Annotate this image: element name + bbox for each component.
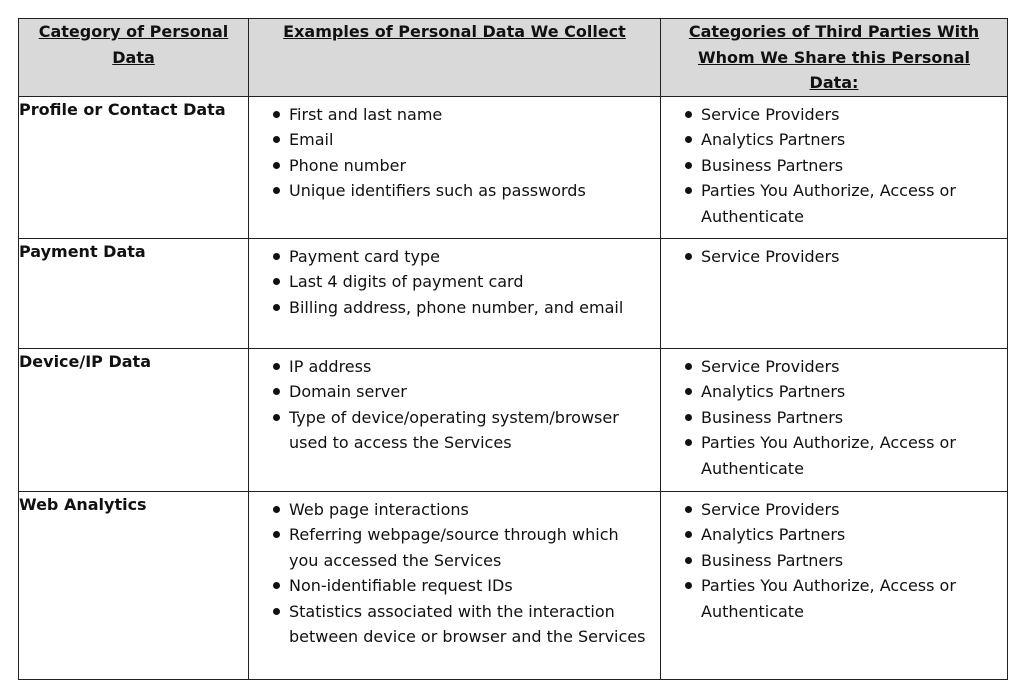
table-row	[19, 238, 1008, 348]
bullet-icon	[273, 531, 280, 538]
third-parties-list	[661, 239, 1007, 270]
bullet-icon	[685, 162, 692, 169]
list-item	[661, 178, 999, 229]
bullet-icon	[685, 388, 692, 395]
third-parties-cell	[661, 491, 1008, 679]
personal-data-table	[18, 18, 1008, 680]
examples-list	[249, 97, 660, 204]
list-item	[661, 548, 999, 574]
bullet-icon	[273, 388, 280, 395]
list-item-text: Business Partners	[701, 407, 844, 427]
category-cell: Profile or Contact Data	[19, 96, 249, 238]
header-examples-label: Examples of Personal Data We Collect	[283, 22, 626, 41]
table-row	[19, 348, 1008, 491]
bullet-icon	[273, 136, 280, 143]
list-item	[249, 379, 652, 405]
list-item-text: Parties You Authorize, Access or Authenticate	[701, 576, 956, 621]
third-parties-cell	[661, 96, 1008, 238]
bullet-icon	[685, 253, 692, 260]
third-parties-list	[661, 97, 1007, 230]
examples-cell	[249, 491, 661, 679]
list-item	[249, 244, 652, 270]
bullet-icon	[685, 582, 692, 589]
list-item-text: Referring webpage/source through which you accessed the Services	[289, 525, 619, 570]
list-item-text: Service Providers	[701, 246, 840, 266]
list-item	[661, 573, 999, 624]
list-item	[661, 497, 999, 523]
bullet-icon	[685, 414, 692, 421]
list-item-text: Statistics associated with the interaction between device or browser and the Services	[289, 601, 646, 647]
third-parties-list	[661, 492, 1007, 625]
list-item	[661, 430, 999, 481]
bullet-icon	[273, 506, 280, 513]
table-row	[19, 491, 1008, 679]
list-item	[249, 178, 652, 204]
bullet-icon	[273, 162, 280, 169]
list-item	[249, 153, 652, 179]
list-item	[661, 354, 999, 380]
list-item	[249, 573, 652, 599]
bullet-icon	[273, 278, 280, 285]
third-parties-cell	[661, 348, 1008, 491]
list-item	[249, 127, 652, 153]
list-item-text: Web page interactions	[289, 499, 469, 519]
bullet-icon	[273, 608, 280, 615]
list-item	[661, 379, 999, 405]
examples-list	[249, 239, 660, 321]
category-cell: Payment Data	[19, 238, 249, 348]
header-category-label: Category of Personal Data	[38, 22, 229, 67]
list-item-text: Service Providers	[701, 499, 840, 519]
list-item-text: Analytics Partners	[701, 130, 846, 150]
header-row	[19, 19, 1008, 97]
list-item-text: Analytics Partners	[701, 382, 846, 402]
list-item	[661, 102, 999, 128]
list-item-text: IP address	[289, 356, 372, 376]
header-third-parties-label: Categories of Third Parties With Whom We Share this Personal Data:	[688, 22, 980, 92]
list-item	[661, 405, 999, 431]
bullet-icon	[273, 414, 280, 421]
examples-cell	[249, 96, 661, 238]
category-cell: Web Analytics	[19, 491, 249, 679]
third-parties-list	[661, 349, 1007, 482]
bullet-icon	[685, 111, 692, 118]
category-cell: Device/IP Data	[19, 348, 249, 491]
list-item	[249, 522, 652, 573]
bullet-icon	[273, 253, 280, 260]
list-item-text: Last 4 digits of payment card	[289, 272, 524, 292]
list-item	[249, 295, 652, 321]
list-item-text: Analytics Partners	[701, 525, 846, 545]
list-item-text: Unique identifiers such as passwords	[289, 181, 586, 201]
list-item-text: Billing address, phone number, and email	[289, 297, 624, 317]
bullet-icon	[685, 187, 692, 194]
list-item	[661, 127, 999, 153]
bullet-icon	[685, 531, 692, 538]
bullet-icon	[273, 363, 280, 370]
list-item-text: Service Providers	[701, 104, 840, 124]
bullet-icon	[273, 187, 280, 194]
list-item-text: Domain server	[289, 382, 407, 402]
list-item-text: Business Partners	[701, 155, 844, 175]
bullet-icon	[273, 111, 280, 118]
examples-list	[249, 349, 660, 456]
list-item	[661, 244, 999, 270]
bullet-icon	[685, 506, 692, 513]
list-item	[249, 269, 652, 295]
table-row	[19, 96, 1008, 238]
bullet-icon	[685, 557, 692, 564]
list-item	[249, 405, 652, 456]
list-item-text: First and last name	[289, 104, 443, 124]
bullet-icon	[273, 582, 280, 589]
examples-cell	[249, 348, 661, 491]
list-item-text: Parties You Authorize, Access or Authenticate	[701, 181, 956, 226]
third-parties-cell	[661, 238, 1008, 348]
list-item	[249, 599, 652, 650]
list-item-text: Payment card type	[289, 246, 441, 266]
list-item	[661, 522, 999, 548]
bullet-icon	[685, 136, 692, 143]
list-item-text: Non-identifiable request IDs	[289, 576, 513, 596]
header-third-parties	[661, 19, 1008, 97]
list-item	[661, 153, 999, 179]
list-item-text: Phone number	[289, 155, 407, 175]
bullet-icon	[273, 304, 280, 311]
list-item	[249, 354, 652, 380]
examples-cell	[249, 238, 661, 348]
list-item-text: Business Partners	[701, 550, 844, 570]
list-item-text: Type of device/operating system/browser used to access the Services	[289, 407, 619, 453]
list-item-text: Service Providers	[701, 356, 840, 376]
examples-list	[249, 492, 660, 651]
header-examples	[249, 19, 661, 97]
list-item-text: Parties You Authorize, Access or Authenticate	[701, 433, 956, 478]
bullet-icon	[685, 439, 692, 446]
header-category	[19, 19, 249, 97]
list-item-text: Email	[289, 130, 334, 150]
list-item	[249, 102, 652, 128]
list-item	[249, 497, 652, 523]
bullet-icon	[685, 363, 692, 370]
